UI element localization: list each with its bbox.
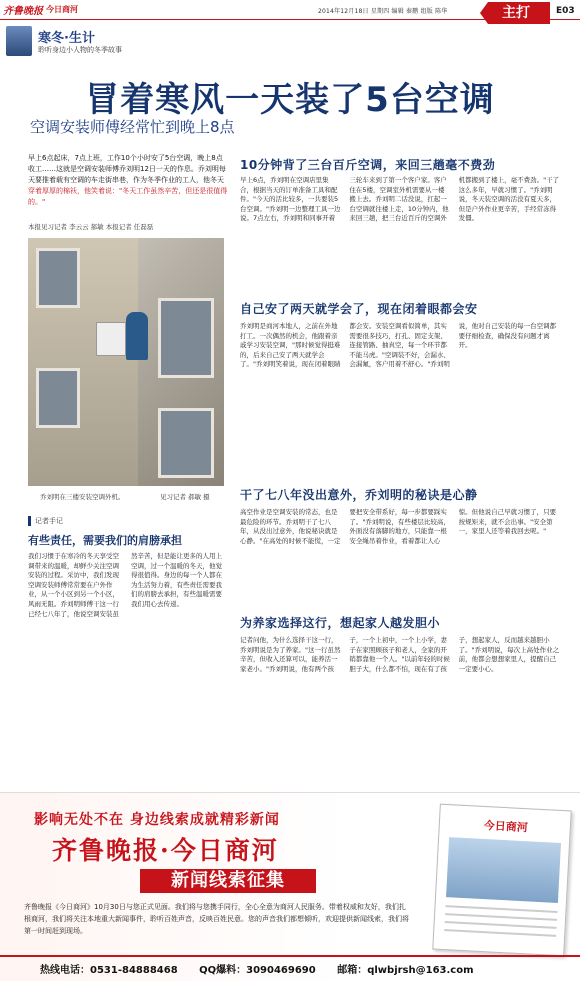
photo-credit: 见习记者 郝敏 摄 <box>160 493 210 501</box>
photo-ac-unit <box>96 322 126 356</box>
section-text-2: 乔刘明是商河本地人，之前在外地打工。一次偶然的机会，他跟着亲戚学习安装空调，"那时候觉得挺难的，后来自己安了两天就学会了。"乔刘明笑着说，现在闭着眼睛都会安。安装空调看似简单，其实需要很多技巧，打孔、固定支架、连接管路、抽真空，每一个环节都不能马虎。"空调装不好，会漏水、会漏氟，客户用着不舒心。"乔刘明说，他对自己安装的每一台空调都要仔细检查，确保没有问题才离开。 <box>240 322 557 369</box>
photo-window <box>36 248 80 308</box>
note-text: 我们习惯于在寒冷的冬天享受空调带来的温暖，却鲜少关注空调安装的过程。采访中，我们发现空调安装师傅常常要在户外作业，从一个小区到另一个小区，风雨无阻。乔刘明师傅干这一行已经七八年了，他说空调安装虽然辛苦，但是能让更多的人用上空调，过一个温暖的冬天，他觉得很值得。身边的每一个人都在为生活努力着，有些责任需要我们的肩膀去承担，有些温暖需要我们用心去传递。 <box>28 552 222 618</box>
photo-caption: 乔刘明在三楼安装空调外机。 <box>40 493 125 501</box>
section-text-4: 记者问他，为什么选择干这一行，乔刘明说是为了养家。"这一行虽然辛苦，但收入还算可以，能养活一家老小。"乔刘明说，他有两个孩子，一个上初中，一个上小学，妻子在家照顾孩子和老人，全家的开销都靠他一个人。"以前年轻的时候胆子大，什么都不怕，现在有了孩子，想起家人，反而越来越胆小了。"乔刘明说，每次上高处作业之前，他都会想想家里人，提醒自己一定要小心。 <box>240 636 560 673</box>
section-text-1: 早上6点，乔刘明在空调店里集合，根据当天的订单准备工具和配件。"今天的活比较多，一共要装5台空调。"乔刘明一边整理工具一边说。7点左右，乔刘明和同事开着三轮车来到了第一个客户家。客户住在5楼，空调室外机需要从一楼搬上去。乔刘明二话没说，扛起一台空调就往楼上走，10分钟内，他来回三趟，把三台近百斤的空调外机都搬到了楼上，毫不费劲。"干了这么多年，早就习惯了。"乔刘明说，冬天装空调的活没有夏天多，但是户外作业更辛苦，手经常冻得发僵。 <box>240 176 560 223</box>
news-photo <box>28 238 224 486</box>
note-label: 记者手记 <box>28 516 63 526</box>
note-title: 有些责任，需要我们的肩膀承担 <box>28 534 182 547</box>
ad-qq: QQ爆料：3090469690 <box>199 965 316 976</box>
section-title-4: 为养家选择这行，想起家人越发胆小 <box>240 616 441 630</box>
section-title-3: 干了七八年没出意外，乔刘明的秘诀是心静 <box>240 488 478 502</box>
masthead: 齐鲁晚报 <box>3 6 43 17</box>
photo-window <box>158 408 214 478</box>
photo-window <box>36 368 80 428</box>
byline: 本报见习记者 李云云 郝敏 本报记者 任磊磊 <box>28 223 154 231</box>
dateline: 2014年12月18日 星期四 编辑 秦鹏 组版 陈华 <box>318 8 448 15</box>
ad-brand: 齐鲁晚报·今日商河 <box>52 836 279 865</box>
lead-emphasis: 穿着厚厚的棉袄，他笑着说："冬天工作虽然辛苦，但还是很值得的。" <box>28 187 228 206</box>
section-text-3: 高空作业是空调安装的常态，也是最危险的环节。乔刘明干了七八年，从没出过意外，他说秘诀就是心静。"在高处的时候不能慌，一定要把安全带系好，每一步都要踩实了。"乔刘明说，有些楼层比较高，外面没有落脚的地方，只能靠一根安全绳吊着作业，看着都让人心惊。但他说自己早就习惯了，只要按规矩来，就不会出事。"安全第一，家里人还等着我回去呢。" <box>240 508 557 545</box>
column-title: 寒冬·生计 <box>38 31 95 46</box>
lead-text: 早上6点起床，7点上班，工作10个小时安了5台空调，晚上8点收工……这就是空调安装师傅乔刘明12日一天的作息。乔刘明每天要推着载有空调的车走街串巷，作为冬季作业的工人，他冬天 <box>28 154 226 184</box>
column-subtitle: 聆听身边小人物的冬季故事 <box>38 46 122 54</box>
section-title-2: 自己安了两天就学会了，现在闭着眼都会安 <box>240 302 478 316</box>
ad-slogan: 影响无处不在 身边线索成就精彩新闻 <box>34 812 280 828</box>
ad-contact-bar <box>0 955 580 981</box>
section-title-1: 10分钟背了三台百斤空调，来回三趟毫不费劲 <box>240 158 496 172</box>
ad-text: 齐鲁晚报《今日商河》10月30日与您正式见面。我们将与您携手同行，全心全意为商河人民服务。带着权威和友好，我们扎根商河，我们将关注本地重大新闻事件，聆听百姓声音，反映百姓民意。您的声音我们都想倾听，欢迎提供新闻线索，我们将第一时间赶到现场。 <box>24 903 409 935</box>
column-intro <box>6 26 206 66</box>
photo-window <box>158 298 214 378</box>
ad-banner: 新闻线索征集 <box>140 869 316 893</box>
ad-newspaper-image <box>432 804 571 957</box>
lead-paragraph <box>28 153 228 208</box>
ad-block <box>0 792 580 981</box>
section-tab: 主打 <box>488 2 550 24</box>
column-portrait <box>6 26 32 56</box>
subhead: 空调安装师傅经常忙到晚上8点 <box>30 118 235 136</box>
headline: 冒着寒风一天装了5台空调 <box>85 80 495 120</box>
section-tag: 今日商河 <box>46 5 78 14</box>
ad-email: 邮箱：qlwbjrsh@163.com <box>337 965 474 976</box>
page-number: E03 <box>556 6 575 16</box>
ad-hotline: 热线电话：0531-84888468 <box>40 965 178 976</box>
ad-paper-head: 今日商河 <box>483 818 529 835</box>
photo-worker <box>126 312 148 360</box>
